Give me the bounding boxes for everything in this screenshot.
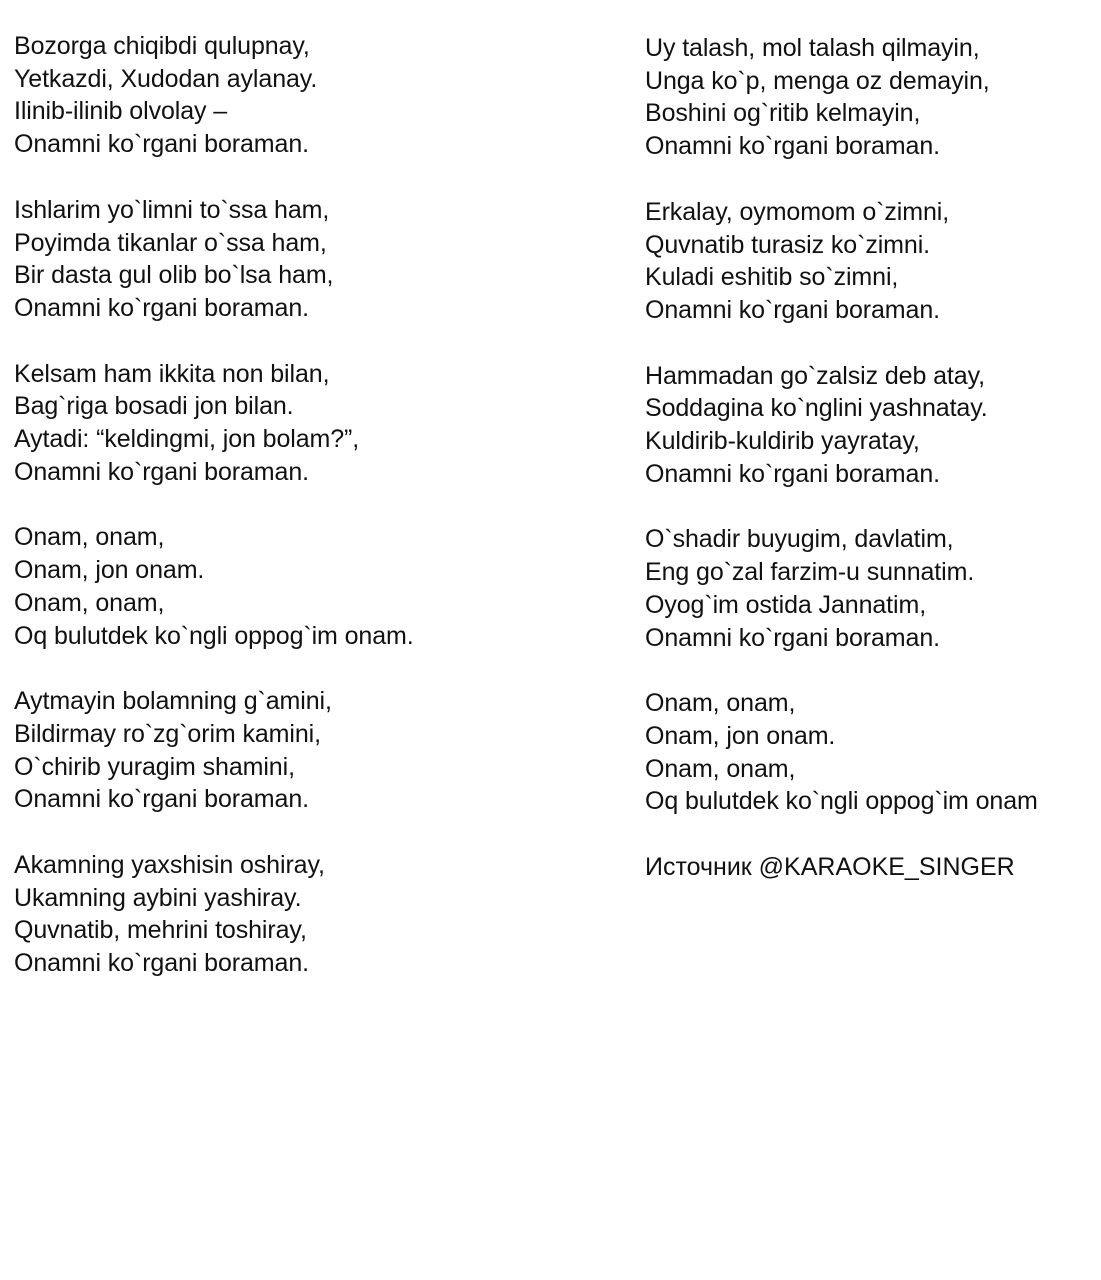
stanza [14,194,614,325]
lyric-line: Erkalay, oymomom o`zimni, [645,197,950,226]
lyric-line: Onam, onam, [645,754,796,783]
lyric-line: Boshini og`ritib kelmayin, [645,99,921,128]
lyric-line: Eng go`zal farzim-u sunnatim. [645,558,975,587]
lyric-line: Bir dasta gul olib bo`lsa ham, [14,261,334,290]
lyric-line: Poyimda tikanlar o`ssa ham, [14,228,327,257]
lyric-line: Quvnatib turasiz ko`zimni. [645,230,930,259]
lyric-line: Aytmayin bolamning g`amini, [14,687,332,716]
lyric-line: Onamni ko`rgani boraman. [14,293,309,322]
lyric-line: Kuladi eshitib so`zimni, [645,263,899,292]
stanza [14,358,614,489]
lyric-line: Onamni ko`rgani boraman. [645,132,940,161]
lyric-line: Onam, jon onam. [645,721,836,750]
lyric-line: Onam, onam, [14,523,165,552]
source-credit: Источник @KARAOKE_SINGER [645,853,1015,882]
lyric-line: Ishlarim yo`limni to`ssa ham, [14,195,330,224]
lyric-line: O`chirib yuragim shamini, [14,752,295,781]
lyric-line: Unga ko`p, menga oz demayin, [645,66,990,95]
lyric-line: Onam, onam, [645,689,796,718]
stanza [14,685,614,816]
lyric-line: Hammadan go`zalsiz deb atay, [645,361,985,390]
lyric-line: Onamni ko`rgani boraman. [645,459,940,488]
chorus-stanza [14,521,614,652]
lyric-line: Soddagina ko`nglini yashnatay. [645,394,988,423]
lyric-line: Yetkazdi, Xudodan aylanay. [14,64,318,93]
lyric-line: Onamni ko`rgani boraman. [645,623,940,652]
lyric-line: Onamni ko`rgani boraman. [14,457,309,486]
lyric-line: Kuldirib-kuldirib yayratay, [645,427,920,456]
lyric-line: Ukamning aybini yashiray. [14,883,302,912]
lyric-line: Onamni ko`rgani boraman. [14,785,309,814]
lyric-line: Aytadi: “keldingmi, jon bolam?”, [14,425,360,454]
lyric-line: Bildirmay ro`zg`orim kamini, [14,719,321,748]
stanza [645,360,1097,491]
stanza [645,196,1097,327]
left-lyrics-column [14,30,614,1013]
lyric-line: Oq bulutdek ko`ngli oppog`im onam [645,787,1038,816]
lyric-line: Bozorga chiqibdi qulupnay, [14,32,310,60]
lyric-line: Onamni ko`rgani boraman. [645,295,940,324]
lyric-line: Uy talash, mol talash qilmayin, [645,34,980,62]
stanza [645,523,1097,654]
lyric-line: Bag`riga bosadi jon bilan. [14,392,294,421]
stanza [645,32,1097,163]
right-lyrics-column [645,32,1097,884]
lyric-line: Ilinib-ilinib olvolay – [14,97,228,126]
lyric-line: O`shadir buyugim, davlatim, [645,525,954,554]
lyric-line: Onam, onam, [14,588,165,617]
lyric-line: Onam, jon onam. [14,556,205,585]
lyric-line: Oyog`im ostida Jannatim, [645,590,927,619]
lyric-line: Onamni ko`rgani boraman. [14,949,309,978]
chorus-stanza [645,687,1097,818]
lyric-line: Akamning yaxshisin oshiray, [14,851,325,880]
lyric-line: Onamni ko`rgani boraman. [14,130,309,159]
lyric-line: Quvnatib, mehrini toshiray, [14,916,307,945]
lyric-line: Oq bulutdek ko`ngli oppog`im onam. [14,621,414,650]
stanza [14,849,614,980]
stanza [14,30,614,161]
lyric-line: Kelsam ham ikkita non bilan, [14,359,330,388]
